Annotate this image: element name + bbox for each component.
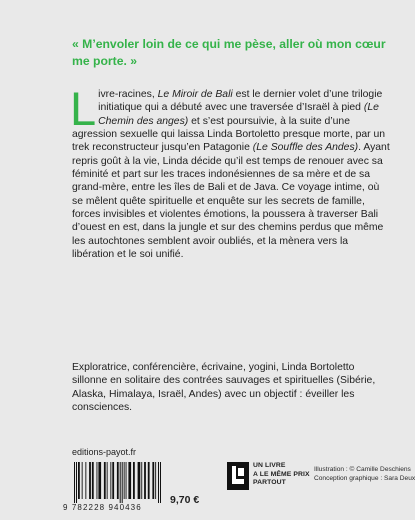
badge-line: UN LIVRE xyxy=(253,462,286,469)
book-title: Le Miroir de Bali xyxy=(157,89,233,100)
barcode-bar xyxy=(160,462,161,503)
barcode-bar xyxy=(144,462,146,499)
book-title: (Le Chemin des anges) xyxy=(98,102,379,127)
barcode-bar xyxy=(158,462,159,503)
barcode-bar xyxy=(148,462,150,499)
barcode-bar xyxy=(120,462,121,503)
barcode-digits: 9 782228 940436 xyxy=(63,503,142,512)
design-credit: Conception graphique : Sara Deux xyxy=(314,474,415,482)
drop-cap: L xyxy=(70,82,97,135)
book-icon xyxy=(227,462,249,490)
publisher-website: editions-payot.fr xyxy=(72,447,137,457)
barcode-bar xyxy=(74,462,75,503)
synopsis-segment: . Ayant repris goût à la vie, Linda décide qu’il est temps de renouer avec sa féminité et part sur les traces indonésiennes de sa mère et de sa grand-mère, entre les îles de Bali et de Java. Ce voyage intime, où se mêlent quête spirituelle et enquête sur les secrets de famille, forces invisibles et violentes émotions, la poussera à traverser Bali d’ouest en est, dans la jungle et sur des chemins perdus que même les autochtones semblent avoir oubliés, et la mènera vers la libération et le soi unifié. xyxy=(72,142,390,261)
barcode-bar xyxy=(104,462,106,499)
barcode-bar xyxy=(97,462,98,499)
barcode-bar xyxy=(110,462,111,499)
barcode-bar xyxy=(82,462,83,499)
barcode-bar xyxy=(155,462,156,499)
badge-line: A LE MÊME PRIX xyxy=(253,470,310,478)
barcode-bar xyxy=(141,462,142,499)
isbn-barcode xyxy=(72,462,164,503)
synopsis-text xyxy=(70,82,390,261)
synopsis-segment: ivre-racines, xyxy=(98,89,158,100)
pull-quote: « M’envoler loin de ce qui me pèse, aller où mon cœur me porte. » xyxy=(72,37,386,68)
barcode-bar xyxy=(89,462,91,499)
barcode-bar xyxy=(133,462,135,499)
price: 9,70 € xyxy=(170,494,200,506)
barcode-bar xyxy=(107,462,108,499)
badge-line: PARTOUT xyxy=(253,479,286,487)
author-bio-paragraph: Exploratrice, conférencière, écrivaine, yogini, Linda Bortoletto sillonne en solitaire des contrées sauvages et spirituelles (Sibérie, Alaska, Himalaya, Israël, Andes) avec un objectif : éveiller les consciences. xyxy=(72,362,376,414)
barcode-bar xyxy=(78,462,80,499)
barcode-bar xyxy=(85,462,86,499)
book-title: (Le Souffle des Andes) xyxy=(252,142,359,154)
synopsis-segment: est le dernier volet d’une trilogie initiatique qui a débuté avec une traversée d’Israël à pied xyxy=(98,89,383,114)
synopsis-segment: et s’est poursuivie, à la suite d’une agression sexuelle qui laissa Linda Bortoletto presque morte, par un trek reconstructeur jusqu’en Patagonie xyxy=(72,115,386,154)
barcode-bar xyxy=(152,462,154,499)
barcode-bar xyxy=(122,462,123,503)
barcode-bar xyxy=(76,462,77,503)
fixed-price-badge-text xyxy=(253,462,310,488)
barcode-bar xyxy=(112,462,114,499)
credits xyxy=(314,466,415,484)
barcode-bar xyxy=(128,462,131,499)
barcode-bar xyxy=(98,462,101,499)
barcode-bar xyxy=(124,462,125,499)
barcode-bar xyxy=(138,462,141,499)
synopsis-paragraph xyxy=(70,82,390,261)
illustration-credit: Illustration : © Camille Deschiens xyxy=(314,466,411,473)
barcode-bar xyxy=(117,462,119,499)
barcode-bar xyxy=(126,462,127,499)
barcode-bar xyxy=(92,462,94,499)
